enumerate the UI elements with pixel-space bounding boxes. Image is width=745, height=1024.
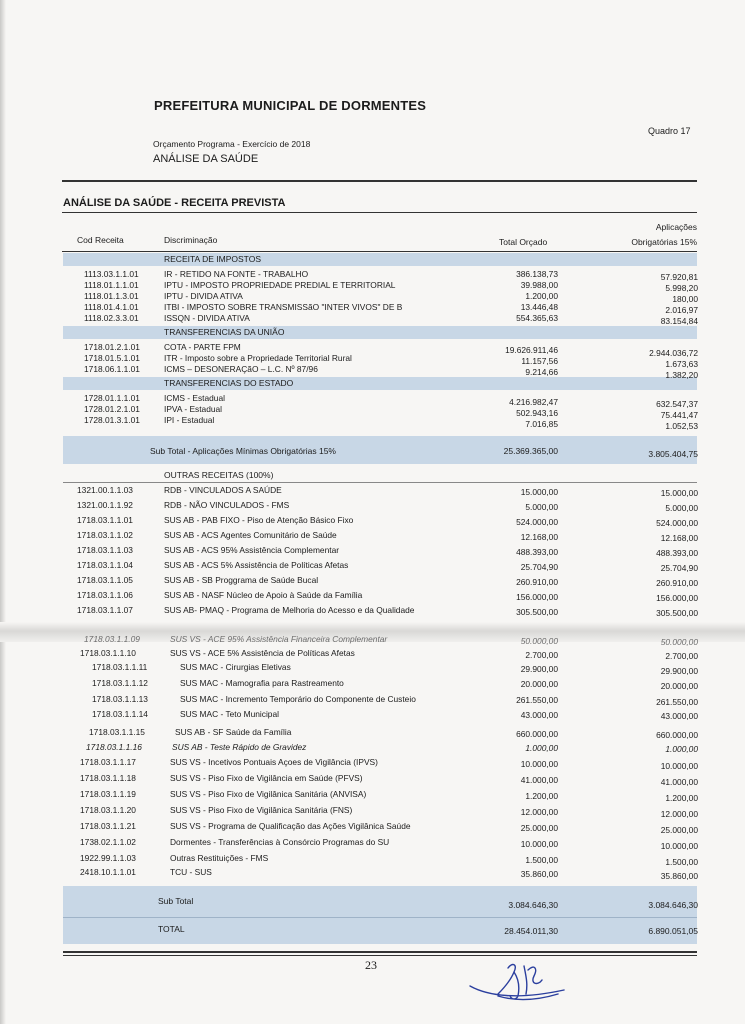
cell-aplic: 25.000,00 <box>660 825 698 835</box>
cell-cod: 1728.01.2.1.01 <box>84 404 140 414</box>
cell-aplic: 12.000,00 <box>660 809 698 819</box>
cell-cod: 1718.03.1.1.14 <box>92 709 148 719</box>
cell-disc: IR - RETIDO NA FONTE - TRABALHO <box>164 269 309 279</box>
table-row <box>0 821 745 834</box>
cell-disc: SUS MAC - Incremento Temporário do Componente de Custeio <box>180 694 416 704</box>
cell-disc: SUS AB - SB Proggrama de Saúde Bucal <box>164 575 319 585</box>
cell-cod: 1718.03.1.1.15 <box>89 727 145 737</box>
subtotal-row-1 <box>0 446 745 459</box>
total-row <box>0 924 745 937</box>
col-header-disc: Discriminação <box>164 235 218 245</box>
cell-total: 19.626.911,46 <box>505 345 558 355</box>
column-header-rule <box>62 251 697 252</box>
cell-aplic: 632.547,37 <box>656 399 698 409</box>
cell-disc: RDB - VINCULADOS A SAÚDE <box>164 485 282 495</box>
cell-total: 156.000,00 <box>516 592 558 602</box>
cell-disc: Dormentes - Transferências à Consórcio Programas do SU <box>170 837 390 847</box>
cell-aplic: 43.000,00 <box>660 711 698 721</box>
cell-aplic: 1.000,00 <box>665 744 698 754</box>
cell-cod: 1718.03.1.1.20 <box>80 805 136 815</box>
cell-disc: ITR - Imposto sobre a Propriedade Territorial Rural <box>164 353 352 363</box>
table-row <box>0 590 745 603</box>
cell-total: 524.000,00 <box>516 517 558 527</box>
cell-aplic: 2.944.036,72 <box>649 348 698 358</box>
municipality-title: PREFEITURA MUNICIPAL DE DORMENTES <box>154 98 427 113</box>
table-row <box>0 530 745 543</box>
cell-aplic: 305.500,00 <box>656 608 698 618</box>
total-label: TOTAL <box>158 924 185 934</box>
cell-cod: 1718.03.1.1.05 <box>77 575 133 585</box>
cell-disc: ISSQN - DIVIDA ATIVA <box>164 313 250 323</box>
cell-aplic: 1.500,00 <box>665 857 698 867</box>
cell-disc: IPVA - Estadual <box>164 404 223 414</box>
cell-total: 554.365,63 <box>516 313 558 323</box>
cell-disc: COTA - PARTE FPM <box>164 342 241 352</box>
footer-rule-2 <box>63 955 697 956</box>
cell-cod: 2418.10.1.1.01 <box>80 867 136 877</box>
cell-total: 1.500,00 <box>525 855 558 865</box>
cell-disc: IPTU - IMPOSTO PROPRIEDADE PREDIAL E TERRITORIAL <box>164 280 396 290</box>
cell-disc: SUS VS - Incetivos Pontuais Açoes de Vigilância (IPVS) <box>170 757 378 767</box>
col-header-cod: Cod Receita <box>77 235 124 245</box>
page-number: 23 <box>365 958 377 972</box>
group-label-impostos: RECEITA DE IMPOSTOS <box>164 254 261 264</box>
budget-exercise-label: Orçamento Programa - Exercício de 2018 <box>153 139 311 149</box>
group-band-uniao <box>63 326 697 339</box>
col-header-total: Total Orçado <box>499 237 548 247</box>
table-row <box>0 575 745 588</box>
cell-cod: 1718.03.1.1.12 <box>92 678 148 688</box>
cell-aplic: 35.860,00 <box>660 871 698 881</box>
cell-aplic: 1.673,63 <box>665 359 698 369</box>
cell-total: 13.446,48 <box>520 302 558 312</box>
cell-disc: SUS AB - NASF Núcleo de Apoio à Saúde da Família <box>164 590 363 600</box>
cell-total: 10.000,00 <box>520 759 558 769</box>
table-row <box>0 694 745 707</box>
cell-aplic: 83.154,84 <box>660 316 698 326</box>
cell-disc: SUS VS - ACE 95% Assistência Financeira Complementar <box>170 634 388 644</box>
cell-aplic: 12.168,00 <box>660 533 698 543</box>
cell-total: 660.000,00 <box>516 729 558 739</box>
cell-aplic: 1.052,53 <box>665 421 698 431</box>
cell-total: 1.200,00 <box>525 291 558 301</box>
cell-cod: 1728.01.1.1.01 <box>84 393 140 403</box>
cell-aplic: 260.910,00 <box>656 578 698 588</box>
table-row <box>0 634 745 647</box>
signature-icon <box>468 956 568 1004</box>
cell-cod: 1718.01.2.1.01 <box>84 342 140 352</box>
subtotal-total: 25.369.365,00 <box>503 446 558 456</box>
cell-disc: TCU - SUS <box>170 867 212 877</box>
cell-aplic: 2.700,00 <box>665 651 698 661</box>
cell-aplic: 180,00 <box>672 294 698 304</box>
group-band-impostos <box>63 253 697 266</box>
cell-cod: 1718.03.1.1.17 <box>80 757 136 767</box>
cell-cod: 1718.03.1.1.04 <box>77 560 133 570</box>
table-row <box>0 648 745 661</box>
cell-disc: SUS VS - Piso Fixo de Vigilância em Saúde (PFVS) <box>170 773 363 783</box>
col-header-aplic-top: Aplicações <box>655 222 697 232</box>
table-row <box>0 757 745 770</box>
table-row <box>0 364 745 380</box>
cell-total: 50.000,00 <box>520 636 558 646</box>
table-row <box>0 500 745 513</box>
cell-total: 305.500,00 <box>516 607 558 617</box>
cell-disc: SUS AB - ACS 95% Assistência Complementar <box>164 545 340 555</box>
cell-disc: SUS MAC - Mamografia para Rastreamento <box>180 678 344 688</box>
table-row <box>0 415 745 431</box>
total-aplic: 6.890.051,05 <box>648 926 698 936</box>
cell-cod: 1118.01.1.3.01 <box>84 291 139 301</box>
table-row <box>0 789 745 802</box>
cell-disc: SUS MAC - Cirurgias Eletivas <box>180 662 291 672</box>
cell-aplic: 10.000,00 <box>660 841 698 851</box>
cell-cod: 1321.00.1.1.03 <box>77 485 133 495</box>
cell-aplic: 2.016,97 <box>665 305 698 315</box>
cell-aplic: 50.000,00 <box>660 637 698 647</box>
table-row <box>0 853 745 866</box>
cell-cod: 1738.02.1.1.02 <box>80 837 136 847</box>
cell-aplic: 15.000,00 <box>660 488 698 498</box>
cell-disc: ICMS – DESONERAÇãO – L.C. Nº 87/96 <box>164 364 318 374</box>
table-row <box>0 709 745 722</box>
cell-disc: ITBI - IMPOSTO SOBRE TRANSMISSãO "INTER VIVOS" DE B <box>164 302 403 312</box>
cell-cod: 1718.03.1.1.06 <box>77 590 133 600</box>
table-row <box>0 515 745 528</box>
cell-total: 29.900,00 <box>520 664 558 674</box>
table-row <box>0 605 745 618</box>
cell-total: 25.000,00 <box>520 823 558 833</box>
cell-disc: SUS AB - ACS 5% Assistência de Políticas Afetas <box>164 560 349 570</box>
table-row <box>0 837 745 850</box>
cell-total: 1.200,00 <box>525 791 558 801</box>
cell-aplic: 10.000,00 <box>660 761 698 771</box>
subtotal-total: 3.084.646,30 <box>508 900 558 910</box>
cell-cod: 1718.03.1.1.02 <box>77 530 133 540</box>
cell-total: 35.860,00 <box>520 869 558 879</box>
cell-cod: 1718.03.1.1.19 <box>80 789 136 799</box>
outras-rule <box>63 482 697 483</box>
cell-total: 20.000,00 <box>520 679 558 689</box>
cell-aplic: 41.000,00 <box>660 777 698 787</box>
subtotal-aplic: 3.805.404,75 <box>648 449 698 459</box>
cell-disc: Outras Restituições - FMS <box>170 853 269 863</box>
table-row <box>0 867 745 880</box>
group-label-estado: TRANSFERENCIAS DO ESTADO <box>164 378 294 388</box>
cell-total: 5.000,00 <box>525 502 558 512</box>
cell-total: 260.910,00 <box>516 577 558 587</box>
cell-disc: SUS AB - ACS Agentes Comunitário de Saúde <box>164 530 337 540</box>
cell-disc: SUS VS - Programa de Qualificação das Ações Vigilânica Saúde <box>170 821 411 831</box>
cell-disc: SUS MAC - Teto Municipal <box>180 709 279 719</box>
cell-disc: RDB - NÃO VINCULADOS - FMS <box>164 500 290 510</box>
cell-total: 261.550,00 <box>516 695 558 705</box>
subtotal-label: Sub Total - Aplicações Mínimas Obrigatórias 15% <box>150 446 336 456</box>
table-row <box>0 560 745 573</box>
cell-total: 41.000,00 <box>520 775 558 785</box>
cell-cod: 1922.99.1.1.03 <box>80 853 136 863</box>
cell-aplic: 488.393,00 <box>656 548 698 558</box>
col-header-aplic-bottom: Obrigatórias 15% <box>631 237 697 247</box>
subtotal-row-2 <box>0 896 745 909</box>
cell-disc: SUS AB - Teste Rápido de Gravidez <box>172 742 307 752</box>
cell-total: 2.700,00 <box>525 650 558 660</box>
cell-cod: 1718.03.1.1.10 <box>80 648 136 658</box>
subtotal-label: Sub Total <box>158 896 194 906</box>
cell-cod: 1113.03.1.1.01 <box>84 269 139 279</box>
cell-total: 7.016,85 <box>525 419 558 429</box>
cell-aplic: 1.200,00 <box>665 793 698 803</box>
cell-cod: 1718.03.1.1.03 <box>77 545 133 555</box>
table-row <box>0 742 745 755</box>
cell-cod: 1718.06.1.1.01 <box>84 364 140 374</box>
cell-cod: 1718.01.5.1.01 <box>84 353 140 363</box>
cell-aplic: 25.704,90 <box>660 563 698 573</box>
cell-total: 10.000,00 <box>520 839 558 849</box>
group-band-estado <box>63 377 697 390</box>
cell-cod: 1718.03.1.1.16 <box>86 742 142 752</box>
cell-aplic: 29.900,00 <box>660 666 698 676</box>
cell-cod: 1728.01.3.1.01 <box>84 415 140 425</box>
totals-divider <box>63 917 697 918</box>
cell-disc: SUS VS - Piso Fixo de Vigilânica Sanitária (ANVISA) <box>170 789 367 799</box>
cell-cod: 1718.03.1.1.07 <box>77 605 133 615</box>
table-row <box>0 545 745 558</box>
cell-disc: SUS AB - PAB FIXO - Piso de Atenção Básico Fixo <box>164 515 354 525</box>
subtotal-aplic: 3.084.646,30 <box>648 900 698 910</box>
table-row <box>0 678 745 691</box>
group-label-outras: OUTRAS RECEITAS (100%) <box>164 470 274 480</box>
cell-total: 15.000,00 <box>520 487 558 497</box>
cell-cod: 1718.03.1.1.11 <box>92 662 148 672</box>
cell-aplic: 261.550,00 <box>656 697 698 707</box>
cell-aplic: 660.000,00 <box>656 730 698 740</box>
table-row <box>0 313 745 326</box>
cell-total: 4.216.982,47 <box>509 397 558 407</box>
table-row <box>0 805 745 818</box>
cell-total: 386.138,73 <box>516 269 558 279</box>
cell-aplic: 5.998,20 <box>665 283 698 293</box>
cell-disc: SUS AB- PMAQ - Programa de Melhoria do Acesso e da Qualidade <box>164 605 415 615</box>
cell-disc: ICMS - Estadual <box>164 393 225 403</box>
report-subtitle: ANÁLISE DA SAÚDE <box>153 153 259 165</box>
cell-cod: 1321.00.1.1.92 <box>77 500 133 510</box>
cell-cod: 1718.03.1.1.21 <box>80 821 136 831</box>
header-rule <box>62 180 697 182</box>
section-title: ANÁLISE DA SAÚDE - RECEITA PREVISTA <box>63 197 286 209</box>
table-row <box>0 485 745 498</box>
cell-aplic: 1.382,20 <box>665 370 698 380</box>
cell-cod: 1118.02.3.3.01 <box>84 313 139 323</box>
cell-aplic: 20.000,00 <box>660 681 698 691</box>
cell-total: 12.168,00 <box>520 532 558 542</box>
cell-disc: SUS AB - SF Saúde da Família <box>175 727 292 737</box>
cell-cod: 1718.03.1.1.01 <box>77 515 133 525</box>
cell-aplic: 5.000,00 <box>665 503 698 513</box>
cell-cod: 1118.01.1.1.01 <box>84 280 139 290</box>
cell-aplic: 75.441,47 <box>660 410 698 420</box>
table-row <box>0 727 745 740</box>
cell-total: 43.000,00 <box>520 710 558 720</box>
cell-total: 12.000,00 <box>520 807 558 817</box>
cell-total: 1.000,00 <box>525 743 558 753</box>
cell-total: 39.988,00 <box>520 280 558 290</box>
table-row <box>0 773 745 786</box>
group-label-uniao: TRANSFERENCIAS DA UNIÃO <box>164 327 285 337</box>
cell-cod: 1118.01.4.1.01 <box>84 302 139 312</box>
cell-aplic: 57.920,81 <box>660 272 698 282</box>
cell-aplic: 156.000,00 <box>656 593 698 603</box>
section-rule <box>62 212 697 213</box>
cell-total: 25.704,90 <box>520 562 558 572</box>
cell-total: 11.157,56 <box>521 356 558 366</box>
cell-disc: SUS VS - Piso Fixo de Vigilânica Sanitária (FNS) <box>170 805 353 815</box>
cell-cod: 1718.03.1.1.13 <box>92 694 148 704</box>
total-total: 28.454.011,30 <box>504 926 558 936</box>
cell-total: 9.214,66 <box>525 367 558 377</box>
table-row <box>0 662 745 675</box>
cell-disc: IPI - Estadual <box>164 415 215 425</box>
cell-cod: 1718.03.1.1.09 <box>84 634 140 644</box>
cell-total: 502.943,16 <box>516 408 558 418</box>
cell-total: 488.393,00 <box>516 547 558 557</box>
footer-rule-1 <box>63 951 697 953</box>
cell-disc: IPTU - DIVIDA ATIVA <box>164 291 243 301</box>
cell-cod: 1718.03.1.1.18 <box>80 773 136 783</box>
quadro-label: Quadro 17 <box>648 126 691 136</box>
cell-aplic: 524.000,00 <box>656 518 698 528</box>
cell-disc: SUS VS - ACE 5% Assistência de Políticas Afetas <box>170 648 355 658</box>
